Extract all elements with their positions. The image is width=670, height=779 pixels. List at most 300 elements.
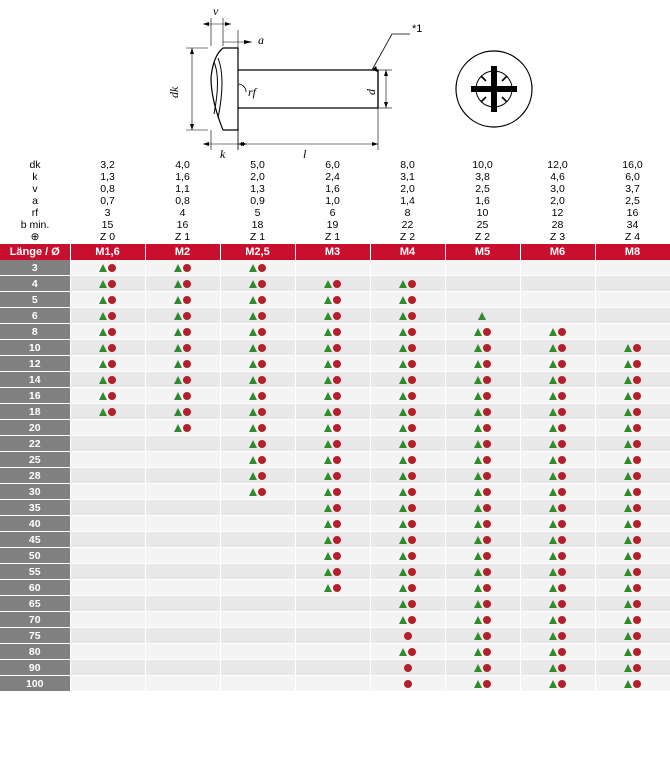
availability-cell[interactable] [370,436,445,452]
availability-cell[interactable] [520,500,595,516]
availability-cell[interactable] [145,484,220,500]
availability-cell[interactable] [145,532,220,548]
availability-cell[interactable] [520,548,595,564]
availability-cell[interactable] [145,404,220,420]
availability-cell[interactable] [445,308,520,324]
availability-cell[interactable] [295,404,370,420]
availability-cell[interactable] [70,292,145,308]
availability-cell[interactable] [595,324,670,340]
availability-cell[interactable] [445,292,520,308]
availability-marks [399,327,416,338]
availability-cell[interactable] [520,612,595,628]
availability-cell[interactable] [70,596,145,612]
availability-cell[interactable] [220,644,295,660]
availability-cell[interactable] [145,596,220,612]
triangle-marker-icon [249,440,257,448]
availability-cell[interactable] [595,308,670,324]
table-row [0,484,670,500]
availability-cell[interactable] [520,452,595,468]
availability-cell[interactable] [70,516,145,532]
triangle-marker-icon [399,504,407,512]
triangle-marker-icon [624,408,632,416]
availability-cell[interactable] [445,356,520,372]
availability-cell[interactable] [220,340,295,356]
availability-cell[interactable] [220,612,295,628]
availability-cell[interactable] [520,436,595,452]
availability-cell[interactable] [220,660,295,676]
availability-cell[interactable] [445,324,520,340]
availability-cell[interactable] [445,260,520,276]
circle-marker-icon [483,392,491,400]
availability-cell[interactable] [370,596,445,612]
triangle-marker-icon [624,536,632,544]
availability-cell[interactable] [220,276,295,292]
availability-cell[interactable] [220,580,295,596]
availability-cell[interactable] [595,548,670,564]
availability-cell[interactable] [445,372,520,388]
availability-cell[interactable] [370,356,445,372]
circle-marker-icon [404,680,412,688]
availability-cell[interactable] [370,388,445,404]
availability-marks [324,455,341,466]
availability-cell[interactable] [220,532,295,548]
availability-cell[interactable] [595,340,670,356]
availability-marks [174,279,191,290]
availability-cell[interactable] [70,324,145,340]
availability-cell[interactable] [295,660,370,676]
availability-cell[interactable] [145,452,220,468]
availability-cell[interactable] [220,436,295,452]
availability-cell[interactable] [520,292,595,308]
availability-cell[interactable] [70,660,145,676]
availability-cell[interactable] [295,596,370,612]
availability-cell[interactable] [220,324,295,340]
triangle-marker-icon [399,600,407,608]
availability-cell[interactable] [70,452,145,468]
table-row [0,516,670,532]
availability-cell[interactable] [595,484,670,500]
availability-cell[interactable] [370,532,445,548]
availability-marks [624,487,641,498]
availability-cell[interactable] [445,596,520,612]
availability-cell[interactable] [520,340,595,356]
availability-cell[interactable] [445,580,520,596]
availability-cell[interactable] [145,436,220,452]
availability-cell[interactable] [370,452,445,468]
availability-cell[interactable] [145,516,220,532]
availability-marks [549,519,566,530]
availability-cell[interactable] [70,532,145,548]
availability-cell[interactable] [595,580,670,596]
triangle-marker-icon [624,632,632,640]
availability-cell[interactable] [520,660,595,676]
circle-marker-icon [258,376,266,384]
availability-cell[interactable] [145,660,220,676]
spec-value: 28 [520,220,595,232]
availability-cell[interactable] [70,260,145,276]
availability-cell[interactable] [70,404,145,420]
availability-cell[interactable] [145,676,220,692]
availability-cell[interactable] [295,468,370,484]
availability-marks [549,551,566,562]
availability-cell[interactable] [445,660,520,676]
availability-cell[interactable] [370,260,445,276]
table-row [0,292,670,308]
availability-cell[interactable] [595,388,670,404]
length-label: 14 [0,372,70,388]
availability-cell[interactable] [145,644,220,660]
availability-cell[interactable] [70,676,145,692]
availability-cell[interactable] [595,436,670,452]
availability-cell[interactable] [295,260,370,276]
availability-cell[interactable] [520,516,595,532]
availability-marks [624,631,641,642]
spec-value: Z 2 [370,232,445,244]
length-label: 55 [0,564,70,580]
availability-cell[interactable] [220,452,295,468]
length-label: 28 [0,468,70,484]
availability-cell[interactable] [370,580,445,596]
availability-cell[interactable] [295,580,370,596]
availability-cell[interactable] [520,372,595,388]
availability-cell[interactable] [370,564,445,580]
availability-cell[interactable] [520,644,595,660]
availability-cell[interactable] [295,676,370,692]
availability-cell[interactable] [295,436,370,452]
availability-cell[interactable] [70,340,145,356]
circle-marker-icon [183,424,191,432]
circle-marker-icon [183,328,191,336]
availability-cell[interactable] [295,628,370,644]
triangle-marker-icon [624,456,632,464]
availability-marks [474,631,491,642]
availability-cell[interactable] [445,452,520,468]
availability-cell[interactable] [370,660,445,676]
availability-cell[interactable] [520,628,595,644]
availability-cell[interactable] [595,292,670,308]
triangle-marker-icon [474,360,482,368]
availability-cell[interactable] [370,676,445,692]
availability-marks [324,279,341,290]
availability-cell[interactable] [295,356,370,372]
availability-cell[interactable] [445,404,520,420]
availability-cell[interactable] [595,372,670,388]
availability-cell[interactable] [295,340,370,356]
availability-cell[interactable] [295,308,370,324]
circle-marker-icon [408,488,416,496]
circle-marker-icon [258,280,266,288]
availability-cell[interactable] [145,564,220,580]
availability-cell[interactable] [445,548,520,564]
availability-cell[interactable] [520,388,595,404]
availability-cell[interactable] [295,324,370,340]
triangle-marker-icon [549,616,557,624]
availability-cell[interactable] [445,612,520,628]
availability-cell[interactable] [220,388,295,404]
circle-marker-icon [633,568,641,576]
availability-cell[interactable] [145,548,220,564]
availability-cell[interactable] [145,308,220,324]
availability-cell[interactable] [70,500,145,516]
availability-cell[interactable] [295,548,370,564]
availability-marks [404,663,412,674]
availability-cell[interactable] [445,436,520,452]
triangle-marker-icon [324,280,332,288]
availability-cell[interactable] [595,260,670,276]
circle-marker-icon [258,408,266,416]
availability-cell[interactable] [295,532,370,548]
availability-cell[interactable] [595,596,670,612]
circle-marker-icon [183,344,191,352]
availability-cell[interactable] [70,612,145,628]
availability-cell[interactable] [595,276,670,292]
length-label: 70 [0,612,70,628]
availability-cell[interactable] [295,372,370,388]
circle-marker-icon [108,360,116,368]
availability-cell[interactable] [220,596,295,612]
availability-cell[interactable] [70,644,145,660]
availability-cell[interactable] [445,468,520,484]
availability-cell[interactable] [445,532,520,548]
availability-cell[interactable] [295,644,370,660]
availability-cell[interactable] [520,308,595,324]
availability-cell[interactable] [370,276,445,292]
circle-marker-icon [108,392,116,400]
availability-cell[interactable] [145,356,220,372]
circle-marker-icon [333,424,341,432]
availability-cell[interactable] [520,324,595,340]
availability-marks [174,311,191,322]
availability-cell[interactable] [220,628,295,644]
availability-marks [399,599,416,610]
availability-cell[interactable] [295,276,370,292]
circle-marker-icon [108,264,116,272]
availability-cell[interactable] [145,580,220,596]
availability-cell[interactable] [370,644,445,660]
availability-marks [99,263,116,274]
availability-cell[interactable] [295,564,370,580]
availability-cell[interactable] [595,420,670,436]
availability-cell[interactable] [70,388,145,404]
circle-marker-icon [408,456,416,464]
availability-marks [399,583,416,594]
availability-marks [99,311,116,322]
availability-cell[interactable] [70,276,145,292]
availability-cell[interactable] [220,260,295,276]
length-label: 60 [0,580,70,596]
length-label: 90 [0,660,70,676]
availability-cell[interactable] [520,420,595,436]
availability-cell[interactable] [445,276,520,292]
availability-cell[interactable] [145,628,220,644]
availability-cell[interactable] [145,292,220,308]
availability-marks [549,679,566,690]
circle-marker-icon [333,280,341,288]
availability-cell[interactable] [145,276,220,292]
availability-marks [99,279,116,290]
availability-cell[interactable] [445,388,520,404]
availability-cell[interactable] [445,628,520,644]
availability-cell[interactable] [520,484,595,500]
availability-cell[interactable] [220,468,295,484]
availability-cell[interactable] [295,388,370,404]
availability-marks [324,471,341,482]
availability-cell[interactable] [445,484,520,500]
circle-marker-icon [483,360,491,368]
circle-marker-icon [408,648,416,656]
availability-cell[interactable] [70,356,145,372]
availability-cell[interactable] [520,276,595,292]
availability-cell[interactable] [220,484,295,500]
availability-cell[interactable] [595,356,670,372]
availability-cell[interactable] [595,500,670,516]
availability-cell[interactable] [370,548,445,564]
availability-cell[interactable] [220,308,295,324]
availability-cell[interactable] [520,468,595,484]
availability-cell[interactable] [220,356,295,372]
availability-cell[interactable] [520,532,595,548]
availability-cell[interactable] [295,452,370,468]
availability-cell[interactable] [445,564,520,580]
availability-cell[interactable] [220,372,295,388]
circle-marker-icon [333,408,341,416]
availability-marks [399,567,416,578]
availability-cell[interactable] [595,564,670,580]
circle-marker-icon [258,488,266,496]
availability-cell[interactable] [145,388,220,404]
triangle-marker-icon [474,392,482,400]
availability-cell[interactable] [145,612,220,628]
availability-cell[interactable] [70,580,145,596]
availability-cell[interactable] [595,452,670,468]
availability-cell[interactable] [295,420,370,436]
availability-cell[interactable] [520,356,595,372]
availability-cell[interactable] [220,420,295,436]
availability-marks [624,455,641,466]
availability-cell[interactable] [370,308,445,324]
availability-cell[interactable] [145,260,220,276]
triangle-marker-icon [249,408,257,416]
availability-cell[interactable] [370,372,445,388]
triangle-marker-icon [474,408,482,416]
availability-cell[interactable] [70,436,145,452]
availability-cell[interactable] [220,500,295,516]
availability-cell[interactable] [220,548,295,564]
circle-marker-icon [108,328,116,336]
availability-cell[interactable] [595,404,670,420]
availability-cell[interactable] [70,628,145,644]
availability-cell[interactable] [145,372,220,388]
availability-cell[interactable] [220,404,295,420]
availability-cell[interactable] [220,292,295,308]
availability-marks [249,391,266,402]
availability-cell[interactable] [445,516,520,532]
availability-cell[interactable] [145,468,220,484]
availability-cell[interactable] [370,324,445,340]
availability-cell[interactable] [145,420,220,436]
availability-marks [324,535,341,546]
availability-marks [549,503,566,514]
availability-cell[interactable] [220,564,295,580]
availability-cell[interactable] [295,500,370,516]
availability-cell[interactable] [370,420,445,436]
spec-value: 2,0 [370,184,445,196]
availability-cell[interactable] [370,500,445,516]
availability-cell[interactable] [145,340,220,356]
availability-cell[interactable] [295,612,370,628]
availability-cell[interactable] [370,484,445,500]
availability-cell[interactable] [145,324,220,340]
availability-cell[interactable] [370,404,445,420]
spec-value: 16,0 [595,160,670,172]
availability-cell[interactable] [520,404,595,420]
triangle-marker-icon [399,456,407,464]
availability-cell[interactable] [295,292,370,308]
availability-cell[interactable] [595,516,670,532]
availability-cell[interactable] [70,468,145,484]
availability-marks [399,423,416,434]
availability-marks [99,359,116,370]
circle-marker-icon [408,328,416,336]
availability-cell[interactable] [70,308,145,324]
availability-cell[interactable] [295,516,370,532]
availability-cell[interactable] [370,340,445,356]
availability-cell[interactable] [595,644,670,660]
availability-marks [404,631,412,642]
availability-cell[interactable] [370,516,445,532]
length-label: 12 [0,356,70,372]
availability-cell[interactable] [70,564,145,580]
availability-cell[interactable] [445,500,520,516]
availability-cell[interactable] [445,340,520,356]
availability-cell[interactable] [520,676,595,692]
availability-cell[interactable] [445,420,520,436]
availability-cell[interactable] [370,292,445,308]
dimension-spec-table [0,160,670,244]
availability-cell[interactable] [445,676,520,692]
availability-cell[interactable] [595,676,670,692]
availability-cell[interactable] [370,628,445,644]
availability-cell[interactable] [220,676,295,692]
availability-cell[interactable] [370,612,445,628]
availability-cell[interactable] [70,420,145,436]
triangle-marker-icon [549,504,557,512]
availability-cell[interactable] [70,548,145,564]
availability-cell[interactable] [145,500,220,516]
availability-cell[interactable] [295,484,370,500]
availability-cell[interactable] [445,644,520,660]
circle-marker-icon [108,312,116,320]
spec-value: 2,0 [220,172,295,184]
availability-cell[interactable] [70,484,145,500]
spec-value: 0,8 [145,196,220,208]
availability-cell[interactable] [595,612,670,628]
availability-cell[interactable] [520,580,595,596]
availability-cell[interactable] [220,516,295,532]
availability-cell[interactable] [70,372,145,388]
availability-cell[interactable] [370,468,445,484]
availability-cell[interactable] [520,260,595,276]
availability-cell[interactable] [595,628,670,644]
availability-marks [549,647,566,658]
availability-cell[interactable] [520,596,595,612]
circle-marker-icon [408,424,416,432]
availability-cell[interactable] [520,564,595,580]
availability-cell[interactable] [595,660,670,676]
circle-marker-icon [483,616,491,624]
availability-cell[interactable] [595,468,670,484]
availability-cell[interactable] [595,532,670,548]
